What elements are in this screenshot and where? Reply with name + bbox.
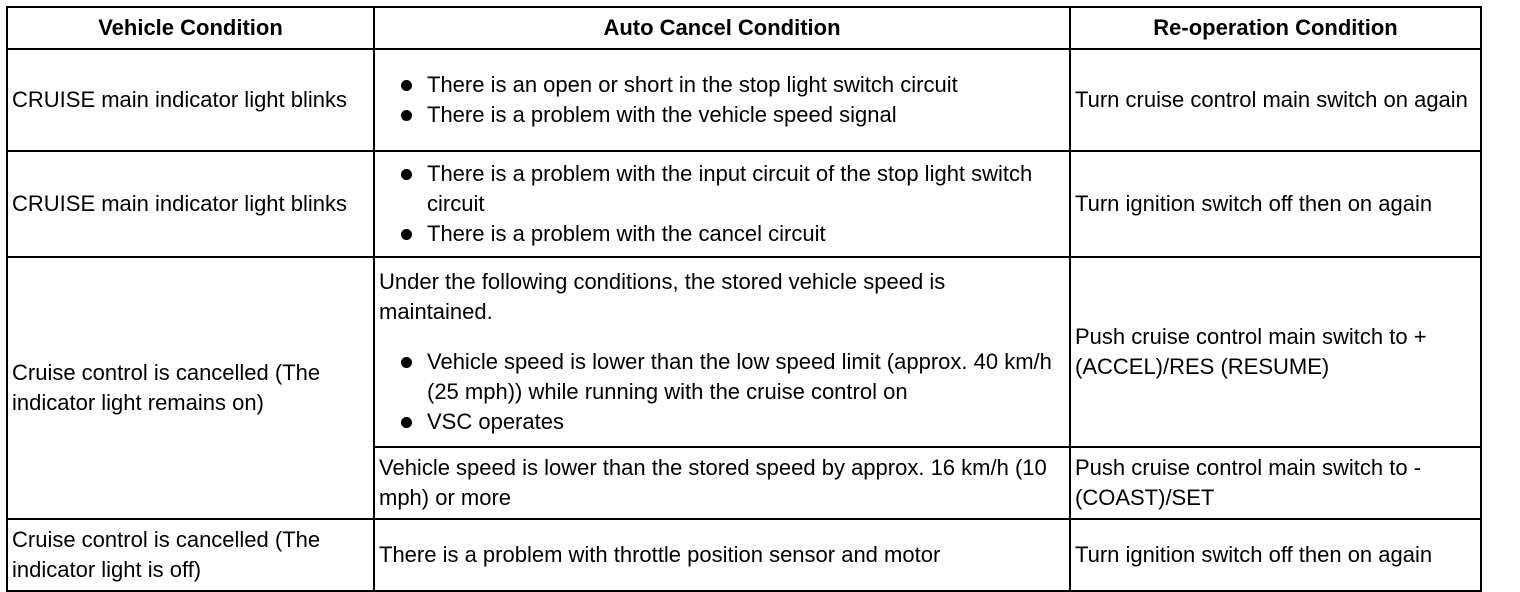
bullet-item: There is an open or short in the stop light switch circuit (379, 70, 1065, 100)
bullet-item: There is a problem with the cancel circuit (379, 219, 1065, 249)
header-row (7, 7, 1481, 49)
table-row (7, 519, 1481, 591)
auto-cancel-cell (374, 49, 1070, 151)
bullet-list (379, 347, 1065, 437)
header-auto-cancel-condition: Auto Cancel Condition (374, 7, 1070, 49)
vehicle-condition-cell: CRUISE main indicator light blinks (7, 151, 374, 257)
table-row (7, 257, 1481, 447)
header-vehicle-condition: Vehicle Condition (7, 7, 374, 49)
header-re-operation-condition: Re-operation Condition (1070, 7, 1481, 49)
vehicle-condition-cell: Cruise control is cancelled (The indicator light remains on) (7, 257, 374, 519)
re-operation-cell: Push cruise control main switch to - (COAST)/SET (1070, 447, 1481, 519)
auto-cancel-intro: Under the following conditions, the stored vehicle speed is maintained. (379, 269, 946, 324)
vehicle-condition-cell: Cruise control is cancelled (The indicator light is off) (7, 519, 374, 591)
auto-cancel-cell (374, 151, 1070, 257)
bullet-item: VSC operates (379, 407, 1065, 437)
auto-cancel-cell (374, 257, 1070, 447)
re-operation-cell: Turn ignition switch off then on again (1070, 151, 1481, 257)
auto-cancel-cell: Vehicle speed is lower than the stored speed by approx. 16 km/h (10 mph) or more (374, 447, 1070, 519)
bullet-list (379, 70, 1065, 130)
auto-cancel-cell: There is a problem with throttle position sensor and motor (374, 519, 1070, 591)
cruise-control-table-container (6, 6, 1482, 592)
bullet-item: Vehicle speed is lower than the low speed limit (approx. 40 km/h (25 mph)) while running with the cruise control on (379, 347, 1065, 407)
bullet-item: There is a problem with the vehicle speed signal (379, 100, 1065, 130)
bullet-item: There is a problem with the input circuit of the stop light switch circuit (379, 159, 1065, 219)
table-row (7, 49, 1481, 151)
re-operation-cell: Push cruise control main switch to + (ACCEL)/RES (RESUME) (1070, 257, 1481, 447)
table-row (7, 151, 1481, 257)
re-operation-cell: Turn cruise control main switch on again (1070, 49, 1481, 151)
cruise-cancel-condition-table (6, 6, 1482, 592)
vehicle-condition-cell: CRUISE main indicator light blinks (7, 49, 374, 151)
re-operation-cell: Turn ignition switch off then on again (1070, 519, 1481, 591)
bullet-list (379, 159, 1065, 249)
paragraph-gap (379, 327, 1065, 347)
